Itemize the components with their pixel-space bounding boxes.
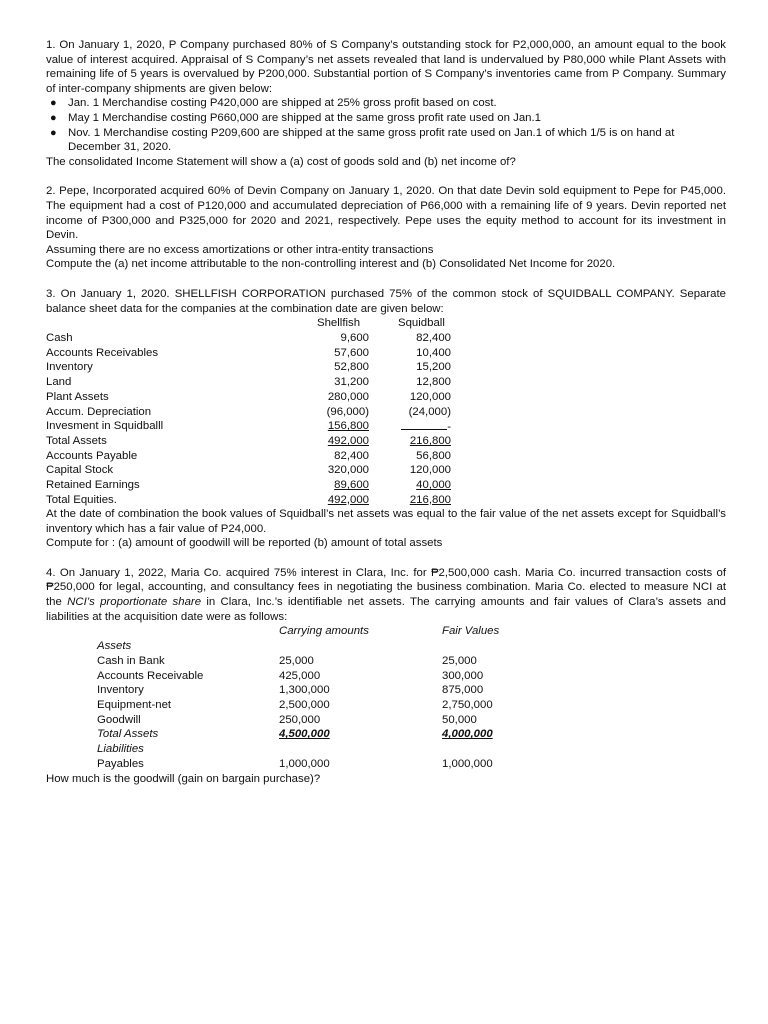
question-3 <box>46 287 726 551</box>
blank-underline <box>401 419 447 430</box>
table-row: Invesment in Squidballl 156,800 - <box>46 420 451 434</box>
liabilities-heading: Liabilities <box>97 743 144 756</box>
table-row: Equipment-net 2,500,000 2,750,000 <box>97 699 493 712</box>
table-row: Goodwill 250,000 50,000 <box>97 713 477 726</box>
table-row: Cash 9,600 82,400 <box>46 332 451 345</box>
list-item: ● Jan. 1 Merchandise costing P420,000 are shipped at 25% gross profit based on cost. <box>50 97 497 110</box>
col-squidball: Squidball <box>398 317 445 330</box>
table-row: Inventory 1,300,000 875,000 <box>97 684 484 697</box>
assets-heading: Assets <box>97 640 132 653</box>
q2-question: Compute the (a) net income attributable to the non-controlling interest and (b) Consolidated Net Income for 2020. <box>46 258 616 271</box>
table-row: Total Equities. 492,000 216,800 <box>46 493 451 506</box>
table-row: Total Assets 492,000 216,800 <box>46 434 451 447</box>
question-1 <box>46 38 726 169</box>
bullet-icon: ● <box>50 97 57 110</box>
balance-sheet-table <box>46 316 726 506</box>
table-header <box>46 316 726 331</box>
q2-assumption: Assuming there are no excess amortizations or other intra-entity transactions <box>46 243 434 256</box>
col-fair-values: Fair Values <box>442 625 500 638</box>
table-row: Inventory 52,800 15,200 <box>46 361 451 374</box>
col-carrying-amounts: Carrying amounts <box>279 625 369 638</box>
acquisition-values-table <box>46 624 726 772</box>
table-row: Land 31,200 12,800 <box>46 376 451 389</box>
q4-intro: 4. On January 1, 2022, Maria Co. acquired 75% interest in Clara, Inc. for ₱2,500,000 cash. Maria Co. incurred transaction costs of ₱250,000 for legal, accounting, and consultancy fees in negotiating the business combination. Maria Co. elected to measure NCI at the NCI’s proportionate share in Clara, Inc.’s identifiable net assets. The carrying amounts and fair values of Clara’s assets and liabilities at the acquisition date were as follows: <box>46 566 727 623</box>
table-row: Retained Earnings 89,600 40,000 <box>46 479 451 492</box>
question-4 <box>46 566 726 787</box>
col-shellfish: Shellfish <box>317 317 361 330</box>
table-row: Accounts Receivable 425,000 300,000 <box>97 669 484 682</box>
table-row: Accum. Depreciation (96,000) (24,000) <box>46 405 451 418</box>
q2-intro: 2. Pepe, Incorporated acquired 60% of Devin Company on January 1, 2020. On that date Devin sold equipment to Pepe for P45,000. The equipment had a cost of P120,000 and accumulated depreciation of P66,000 with a remaining life of 9 years. Devin reported net income of P300,000 and P325,000 for 2020 and 2021, respectively. Pepe uses the equity method to account for its investment in Devin. <box>46 185 726 242</box>
list-item: ● May 1 Merchandise costing P660,000 are shipped at the same gross profit rate used on Jan.1 <box>50 111 541 124</box>
q1-question: The consolidated Income Statement will show a (a) cost of goods sold and (b) net income of? <box>46 155 516 168</box>
q1-shipments-list <box>46 96 726 154</box>
q3-question: Compute for : (a) amount of goodwill will be reported (b) amount of total assets <box>46 537 443 550</box>
table-row: Total Assets 4,500,000 4,000,000 <box>97 728 493 741</box>
table-row: Payables 1,000,000 1,000,000 <box>97 757 493 770</box>
table-header <box>46 624 726 639</box>
bullet-icon: ● <box>50 126 57 139</box>
table-row: Capital Stock 320,000 120,000 <box>46 464 451 477</box>
q3-intro: 3. On January 1, 2020. SHELLFISH CORPORATION purchased 75% of the common stock of SQUIDBALL COMPANY. Separate balance sheet data for the companies at the combination date are given below: <box>46 287 726 315</box>
q3-note: At the date of combination the book values of Squidball’s net assets was equal to the fair value of the net assets except for Squidball’s inventory which has a fair value of P24,000. <box>46 508 726 535</box>
q1-intro: 1. On January 1, 2020, P Company purchased 80% of S Company’s outstanding stock for P2,000,000, an amount equal to the book value of interest acquired. Appraisal of S Company’s net assets revealed that land is undervalued by P80,000 while Plant Assets with remaining life of 5 years is overvalued by P200,000. Substantial portion of S Company’s inventories came from P Company. Summary of inter-company shipments are given below: <box>46 39 726 95</box>
document-page <box>46 38 726 787</box>
table-row: Plant Assets 280,000 120,000 <box>46 390 451 403</box>
table-row: Cash in Bank 25,000 25,000 <box>97 654 477 667</box>
q4-question: How much is the goodwill (gain on bargain purchase)? <box>46 773 321 786</box>
question-2 <box>46 184 726 272</box>
table-row: Accounts Payable 82,400 56,800 <box>46 449 451 462</box>
list-item: ● Nov. 1 Merchandise costing P209,600 are shipped at the same gross profit rate used on Jan.1 of which 1/5 is on hand at December 31, 2020. <box>50 126 675 154</box>
table-row: Accounts Receivables 57,600 10,400 <box>46 346 451 359</box>
bullet-icon: ● <box>50 111 57 124</box>
